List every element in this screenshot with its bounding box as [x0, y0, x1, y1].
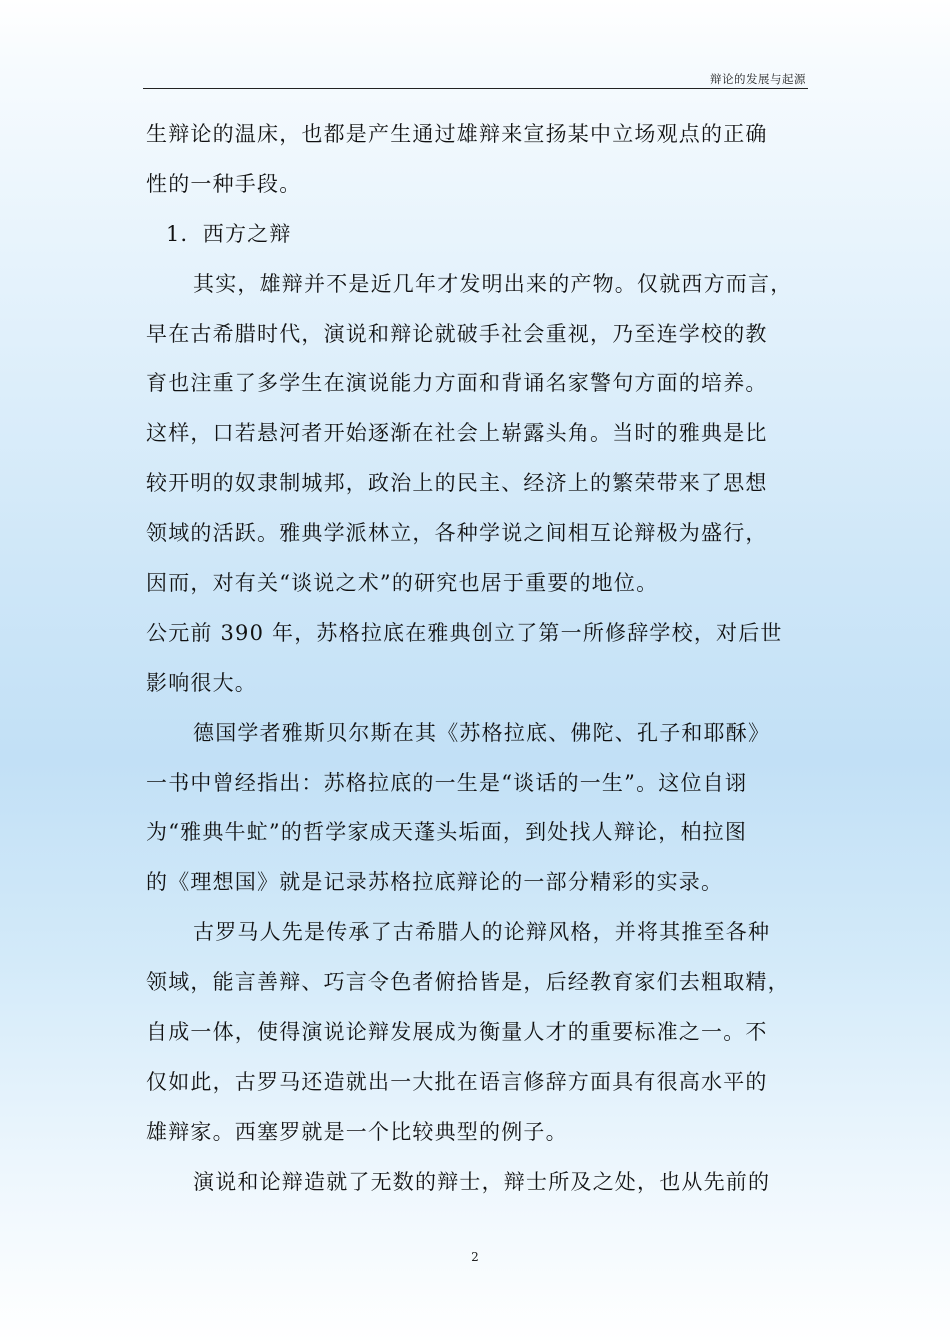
text-line: 雄辩家。西塞罗就是一个比较典型的例子。 — [146, 1119, 568, 1144]
header-title: 辩论的发展与起源 — [710, 72, 806, 86]
text-line: 演说和论辩造就了无数的辩士，辩士所及之处，也从先前的 — [193, 1169, 771, 1194]
text-line: 因而，对有关“谈说之术”的研究也居于重要的地位。 — [146, 571, 659, 596]
text-line: 的《理想国》就是记录苏格拉底辩论的一部分精彩的实录。 — [146, 870, 724, 895]
section-heading: 1．西方之辩 — [166, 221, 292, 246]
page-number: 2 — [471, 1250, 479, 1264]
text-line: 为“雅典牛虻”的哲学家成天蓬头垢面，到处找人辩论，柏拉图 — [146, 820, 748, 845]
text-line: 一书中曾经指出：苏格拉底的一生是“谈话的一生”。这位自诩 — [146, 770, 748, 795]
text-line: 影响很大。 — [146, 670, 257, 695]
text-line: 生辩论的温床，也都是产生通过雄辩来宣扬某中立场观点的正确 — [146, 122, 768, 146]
text-line: 领域，能言善辩、巧言令色者俯拾皆是，后经教育家们去粗取精， — [146, 970, 790, 995]
text-line: 育也注重了多学生在演说能力方面和背诵名家警句方面的培养。 — [146, 371, 768, 396]
text-line: 领域的活跃。雅典学派林立，各种学说之间相互论辩极为盛行， — [146, 521, 768, 546]
text-line: 这样，口若悬河者开始逐渐在社会上崭露头角。当时的雅典是比 — [146, 421, 768, 446]
text-line: 古罗马人先是传承了古希腊人的论辩风格，并将其推至各种 — [193, 920, 771, 945]
document-body — [146, 110, 810, 1208]
text-line: 较开明的奴隶制城邦，政治上的民主、经济上的繁荣带来了思想 — [146, 471, 768, 496]
text-line: 德国学者雅斯贝尔斯在其《苏格拉底、佛陀、孔子和耶酥》 — [193, 720, 771, 745]
text-line: 性的一种手段。 — [146, 171, 302, 196]
text-line: 其实，雄辩并不是近几年才发明出来的产物。仅就西方而言， — [193, 271, 793, 296]
text-line: 自成一体，使得演说论辩发展成为衡量人才的重要标准之一。不 — [146, 1020, 768, 1045]
text-line: 公元前 390 年，苏格拉底在雅典创立了第一所修辞学校，对后世 — [146, 620, 783, 645]
page-header — [143, 70, 808, 89]
text-line: 仅如此，古罗马还造就出一大批在语言修辞方面具有很高水平的 — [146, 1069, 768, 1094]
text-line: 早在古希腊时代，演说和辩论就破手社会重视，乃至连学校的教 — [146, 321, 768, 346]
